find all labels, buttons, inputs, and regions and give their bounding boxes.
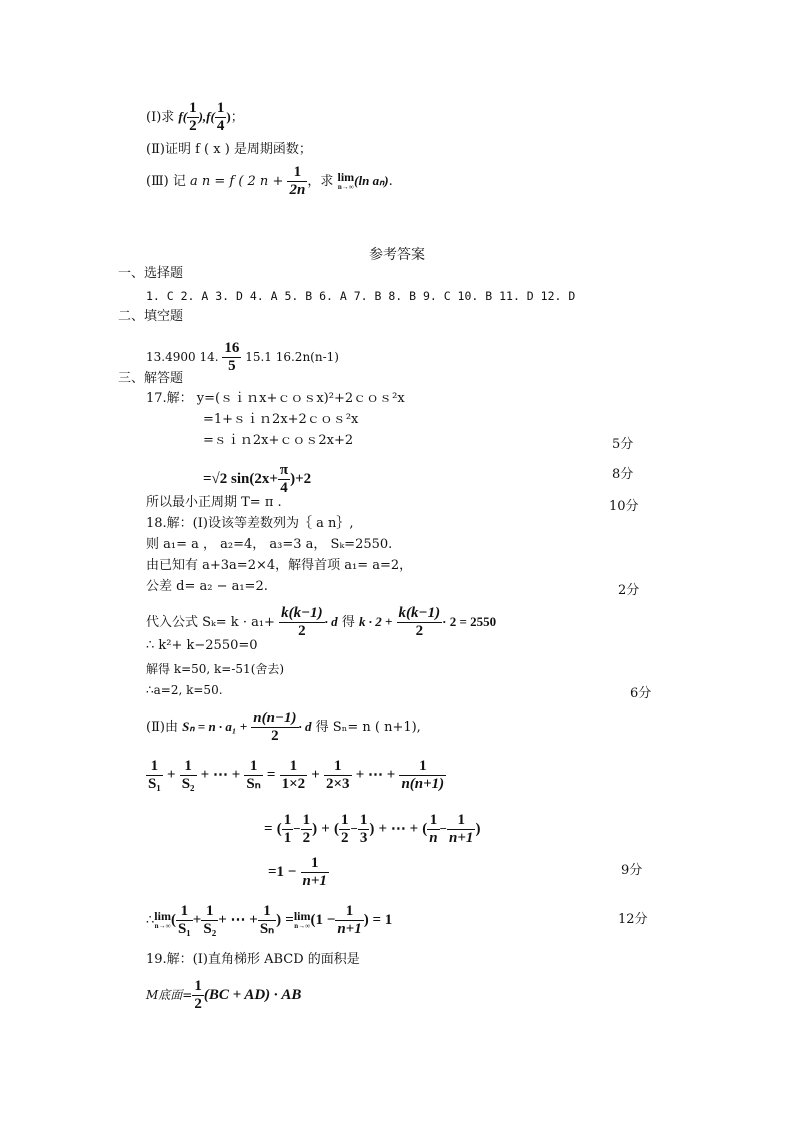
close-paren-1: ) xyxy=(312,821,318,837)
fraction-16-5: $\frac{16}{5}$ xyxy=(224,340,240,374)
plus-dots-plus-3: + ⋯ + xyxy=(378,821,419,837)
score-2: 2分 xyxy=(618,583,640,598)
score-5: 5分 xyxy=(612,437,634,452)
equals-sign: = xyxy=(266,767,276,783)
fraction-one-half-2: $\frac{1}{2}$ xyxy=(194,978,202,1012)
q18-part-2 xyxy=(146,710,421,745)
lim-rhs-close: ) = 1 xyxy=(363,912,393,928)
section-2-title: 二、填空题 xyxy=(118,309,184,324)
frac-1-sn: $\frac{1}{\text{Sₙ}}$ xyxy=(246,758,261,792)
result-line xyxy=(268,855,329,890)
q19-m-label: M底面= xyxy=(146,988,193,1002)
lim-1: lim n→∞ xyxy=(154,908,171,930)
q17-line-3: =ｓｉｎ2x+ｃｏｓ2x+2 xyxy=(203,433,354,448)
times-d-2: · d xyxy=(298,719,312,734)
q18-line-6: ∴ k²+ k−2550=0 xyxy=(146,638,258,653)
score-12: 12分 xyxy=(618,912,648,927)
fraction-n-nm1-over-2: $\frac{n(n-1)}{2}$ xyxy=(253,710,297,744)
q18-line-4: 公差 d= a₂ − a₁=2. xyxy=(146,579,268,594)
part-3-end: . xyxy=(388,174,393,189)
q18-intro: 18.解：(Ⅰ)设该等差数列为｛ a n｝, xyxy=(146,516,354,531)
part-3-prefix: (Ⅲ) 记 xyxy=(146,174,186,189)
frac-1-2b: $\frac{1}{2}$ xyxy=(340,812,349,846)
minus-2: − xyxy=(350,821,358,836)
plus-sign: + xyxy=(166,767,176,783)
q17-line-4 xyxy=(203,462,311,497)
frac-1-2: $\frac{1}{2}$ xyxy=(302,812,311,846)
part-1-sep: ； xyxy=(230,110,244,125)
frac-1-n: $\frac{1}{n}$ xyxy=(429,812,438,846)
answer-13: 13.4900 14. xyxy=(146,350,219,364)
k-times-2: k · 2 + xyxy=(358,614,393,629)
answer-heading: 参考答案 xyxy=(369,247,425,263)
plus-sign-2: + xyxy=(311,767,320,783)
equals-lim: = xyxy=(285,912,294,928)
close-paren-3: ) xyxy=(475,821,481,837)
lim-2: lim n→∞ xyxy=(293,908,311,930)
q18-line-2: 则 a₁= a ， a₂=4， a₃=3 a， Sₖ=2550. xyxy=(146,537,393,552)
open-paren-lim: ( xyxy=(170,912,176,928)
part-3-mid: ，求 xyxy=(307,174,334,189)
score-10: 10分 xyxy=(609,499,639,514)
plus-dots-plus-2: + ⋯ + xyxy=(355,767,396,783)
score-6: 6分 xyxy=(630,686,652,701)
plus-lim: + xyxy=(192,912,202,928)
reciprocal-sum xyxy=(146,758,446,793)
frac-1-nn1: $\frac{1}{n(n+1)}$ xyxy=(401,758,445,792)
q19-line-2 xyxy=(146,978,301,1013)
plus-sign-3: + xyxy=(321,821,330,837)
minus-3: − xyxy=(439,821,448,836)
f-symbol: f( xyxy=(178,109,188,124)
fraction-k-km1-over-2: $\frac{k(k-1)}{2}$ xyxy=(281,605,323,639)
q17-sqrt2-sin: =√2 sin(2x+ xyxy=(203,471,278,487)
score-9: 9分 xyxy=(621,863,643,878)
problem-part-1 xyxy=(146,100,244,135)
lim-frac-n1: $\frac{1}{n+1}$ xyxy=(337,903,362,937)
frac-1-n1-result: $\frac{1}{n+1}$ xyxy=(302,855,327,889)
q19-expression: (BC + AD) · AB xyxy=(203,987,302,1003)
q18-formula-prefix: 代入公式 Sₖ= k · a₁+ xyxy=(146,615,275,630)
an-definition: a n = f ( 2 n + xyxy=(189,174,284,189)
frac-1-1x2: $\frac{1}{1\times 2}$ xyxy=(281,758,306,792)
score-8: 8分 xyxy=(612,467,634,482)
open-paren: ( xyxy=(276,821,282,837)
lim-frac-sn: $\frac{1}{\text{Sₙ}}$ xyxy=(259,903,275,937)
close-paren-lim: ) xyxy=(276,912,282,928)
minus: − xyxy=(293,821,301,836)
frac-1-s2: $\frac{1}{\text{S₂}}$ xyxy=(181,758,195,792)
answers-15-16: 15.1 16.2n(n-1) xyxy=(245,350,339,364)
open-paren-3: ( xyxy=(422,821,428,837)
close-paren-2: ) xyxy=(369,821,375,837)
q18-line-3: 由已知有 a+3a=2×4，解得首项 a₁= a=2， xyxy=(146,558,413,573)
therefore: ∴ xyxy=(146,913,155,928)
part-1-prefix: (Ⅰ)求 xyxy=(146,110,175,125)
plus-dots-plus: + ⋯ + xyxy=(200,767,241,783)
times-2-eq: · 2 = 2550 xyxy=(442,614,497,629)
q17-line-1: 17.解： y=(ｓｉｎx+ｃｏｓx)²+2ｃｏｓ²x xyxy=(146,391,405,406)
section-1-answers: 1. C 2. A 3. D 4. A 5. B 6. A 7. B 8. B 9. C 10. B 11. D 12. D xyxy=(146,289,576,303)
sn-eq: Sₙ = n · a₁ + xyxy=(182,719,248,734)
frac-1-3: $\frac{1}{3}$ xyxy=(359,812,368,846)
equals-sign-2: = xyxy=(264,821,273,837)
q18-line-8: ∴a=2, k=50. xyxy=(146,683,223,697)
times-d: · d xyxy=(324,614,338,629)
lim-rhs-open: (1 − xyxy=(310,912,336,928)
fraction-pi-over-4: $\frac{\pi}{4}$ xyxy=(279,462,289,496)
q18-line-7: 解得 k=50, k=-51(舍去) xyxy=(146,662,285,676)
lim-frac-s2: $\frac{1}{\text{S₂}}$ xyxy=(203,903,217,937)
lim-frac-s1: $\frac{1}{\text{S₁}}$ xyxy=(177,903,191,937)
problem-part-2: (Ⅱ)证明 f ( x ) 是周期函数； xyxy=(146,142,312,157)
frac-1-n1: $\frac{1}{n+1}$ xyxy=(449,812,474,846)
q18-line-5 xyxy=(146,605,496,640)
fraction-one-over-2n: $\frac{1}{2n}$ xyxy=(289,164,306,198)
f-symbol-2: ),f( xyxy=(198,109,215,124)
q17-conclusion: 所以最小正周期 T= π . xyxy=(146,495,282,510)
close-paren: ) xyxy=(226,109,231,124)
open-paren-2: ( xyxy=(333,821,339,837)
q18-part2-suffix: 得 Sₙ= n ( n+1), xyxy=(315,720,421,735)
q17-suffix: )+2 xyxy=(290,471,312,487)
plus-dots-lim: + ⋯ + xyxy=(218,912,258,928)
section-3-title: 三、解答题 xyxy=(118,371,184,386)
q17-line-2: =1+ｓｉｎ2x+2ｃｏｓ²x xyxy=(203,412,359,427)
section-2-answers xyxy=(146,340,339,375)
result-prefix: =1 − xyxy=(268,864,297,880)
q18-formula-mid: 得 xyxy=(341,615,355,630)
q18-part2-prefix: (Ⅱ)由 xyxy=(146,720,178,735)
ln-an: (ln aₙ) xyxy=(354,173,389,188)
frac-1-s1: $\frac{1}{\text{S₁}}$ xyxy=(148,758,161,792)
frac-1-1: $\frac{1}{1}$ xyxy=(283,812,292,846)
q19-intro: 19.解：(Ⅰ)直角梯形 ABCD 的面积是 xyxy=(146,952,360,967)
problem-part-3 xyxy=(146,164,393,199)
frac-1-2x3: $\frac{1}{2\times 3}$ xyxy=(326,758,350,792)
fraction-one-half: $\frac{1}{2}$ xyxy=(189,100,197,134)
limit-operator: lim n→∞ xyxy=(337,169,355,191)
telescoping-sum xyxy=(264,812,480,847)
fraction-one-quarter: $\frac{1}{4}$ xyxy=(216,100,225,134)
limit-line xyxy=(146,903,392,938)
fraction-k-km1-over-2-b: $\frac{k(k-1)}{2}$ xyxy=(398,605,441,639)
section-1-title: 一、选择题 xyxy=(118,266,184,281)
